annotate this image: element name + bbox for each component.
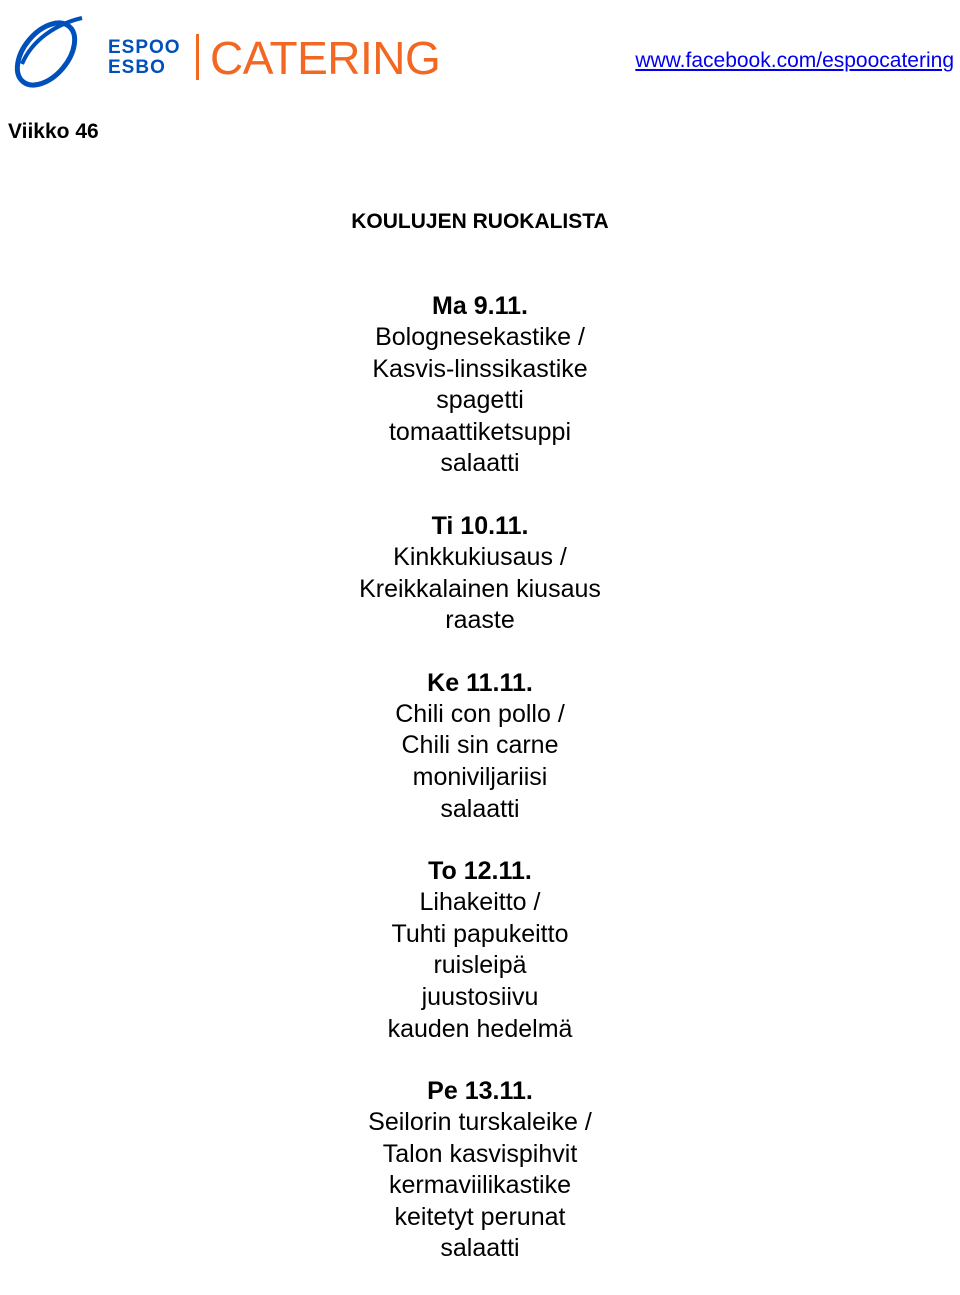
dish-item: kermaviilikastike [389,1171,571,1200]
day-heading: Ma 9.11. [432,292,528,320]
day-heading: To 12.11. [428,857,532,886]
logo-catering-wordmark: CATERING [210,32,441,84]
dish-item: Bolognesekastike / [375,323,585,351]
dish-item: salaatti [440,1234,520,1263]
facebook-link[interactable]: www.facebook.com/espoocatering [635,49,954,72]
logo-city-sv: ESBO [108,57,166,78]
dish-item: spagetti [436,386,524,415]
menu-days [0,290,960,1295]
day-monday [0,290,960,480]
dish-item: salaatti [440,449,520,478]
menu-title: KOULUJEN RUOKALISTA [351,210,609,233]
page-header [0,0,960,100]
dish-item: Chili sin carne [401,731,559,760]
dish-item: Lihakeitto / [419,888,541,917]
dish-item: Kasvis-linssikastike [372,354,588,383]
dish-item: moniviljariisi [412,762,548,791]
espoo-logo-icon [4,2,94,92]
dish-item: keitetyt perunat [394,1202,566,1231]
logo-city-fi: ESPOO [108,37,181,58]
dish-item: Talon kasvispihvit [382,1139,578,1168]
dish-item: Chili con pollo / [395,699,565,728]
dish-item: Kreikkalainen kiusaus [359,574,601,603]
day-wednesday [0,667,960,825]
dish-item: ruisleipä [433,951,527,980]
dish-item: Tuhti papukeitto [391,919,569,948]
logo-city-name [108,38,188,78]
dish-item: raaste [445,606,515,635]
dish-item: salaatti [440,794,520,823]
week-label: Viikko 46 [8,120,99,143]
day-tuesday [0,510,960,637]
day-heading: Ke 11.11. [427,668,533,697]
day-friday [0,1075,960,1265]
dish-item: tomaattiketsuppi [388,417,572,446]
dish-item: Seilorin turskaleike / [368,1108,592,1137]
dish-item: kauden hedelmä [387,1014,573,1043]
logo-divider [196,34,199,80]
dish-item: juustosiivu [421,982,539,1011]
day-thursday [0,855,960,1045]
dish-item: Kinkkukiusaus / [393,542,567,571]
day-heading: Pe 13.11. [427,1077,533,1106]
day-heading: Ti 10.11. [431,511,529,540]
